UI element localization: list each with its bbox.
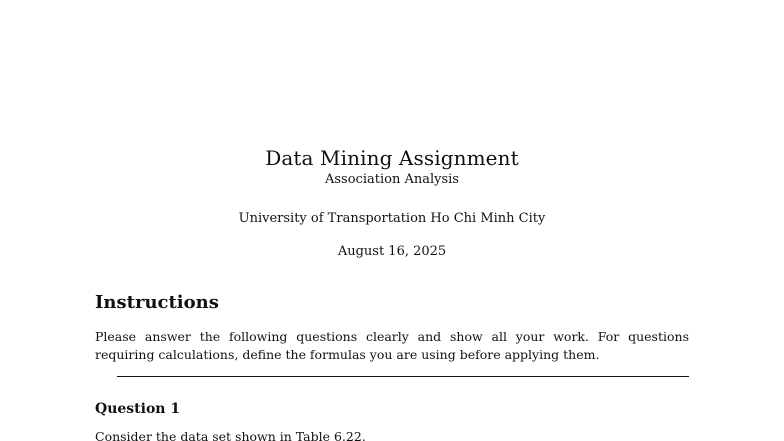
document-title: Data Mining Assignment	[265, 146, 519, 170]
instructions-paragraph: Please answer the following questions clearly and show all your work. For questions requiring calculations, define the formulas you are using before applying them.	[95, 329, 689, 362]
horizontal-rule	[117, 376, 689, 377]
document-subtitle: Association Analysis	[325, 172, 459, 187]
question-1-text: Consider the data set shown in Table 6.22.	[95, 429, 366, 441]
question-1-heading: Question 1	[95, 401, 181, 417]
document-date: August 16, 2025	[337, 244, 447, 259]
instructions-heading: Instructions	[95, 292, 219, 313]
document-affiliation: University of Transportation Ho Chi Minh City	[238, 211, 546, 226]
